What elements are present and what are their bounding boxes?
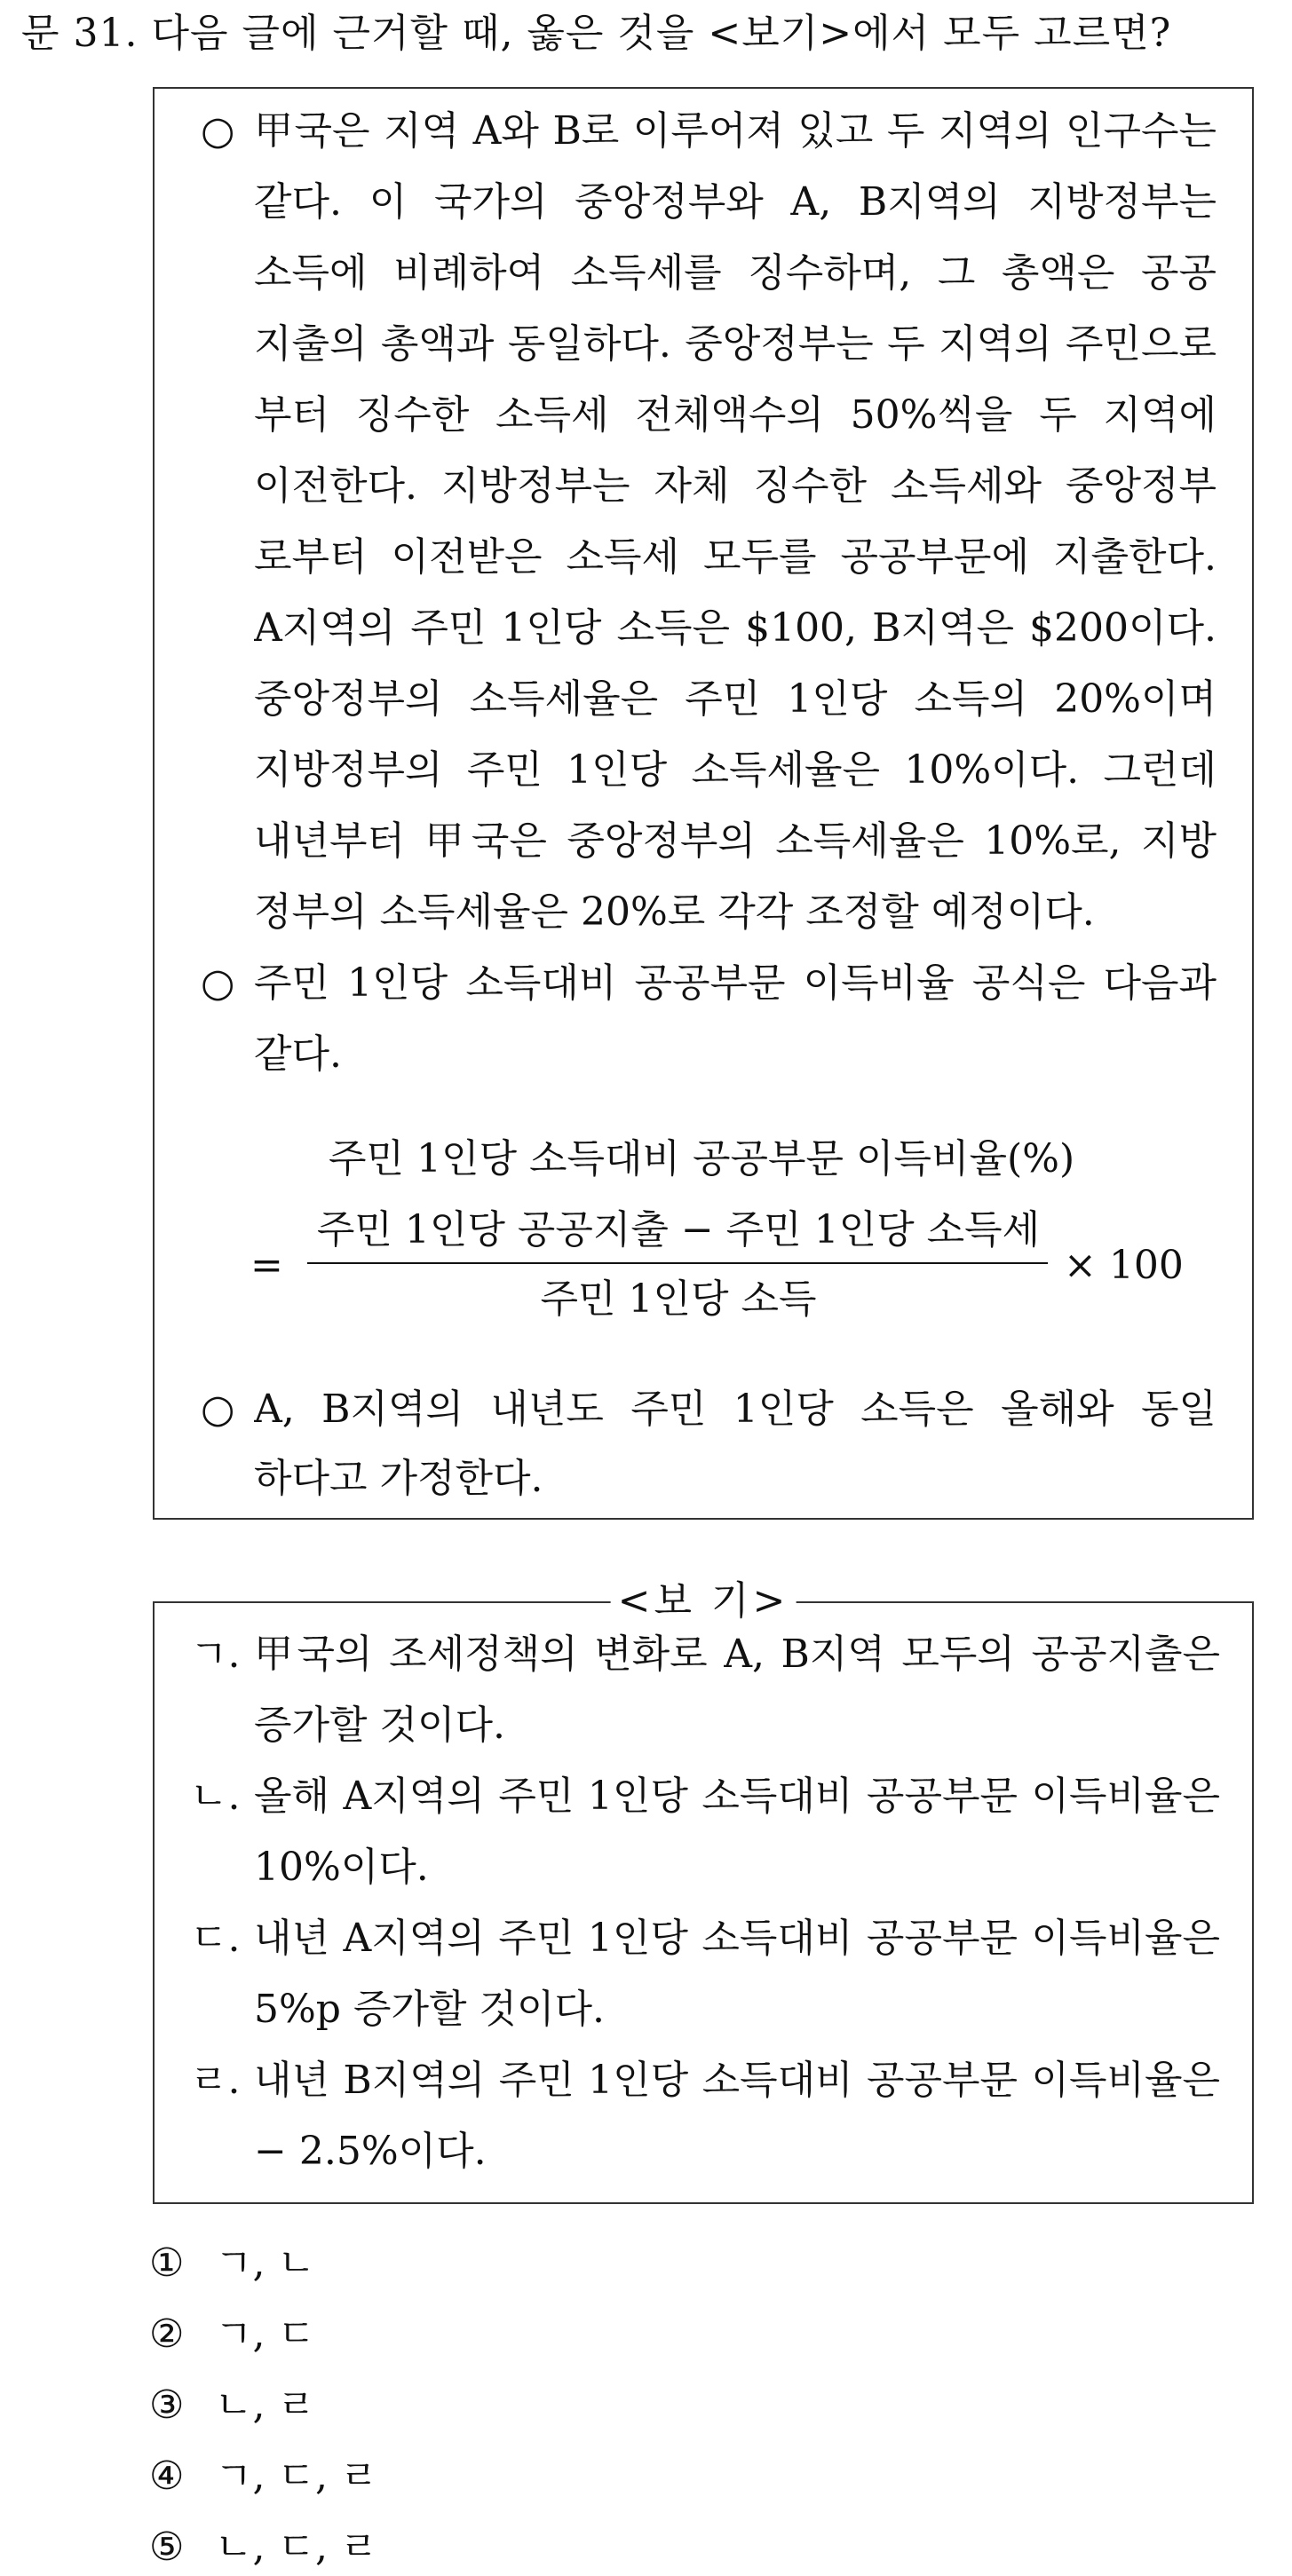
option-number: ② [149, 2311, 185, 2357]
option-number: ④ [149, 2454, 185, 2499]
bogi-line: 올해 A지역의 주민 1인당 소득대비 공공부문 이득비율은 [254, 1774, 1220, 1819]
formula-numerator: 주민 1인당 공공지출 − 주민 1인당 소득세 [316, 1207, 1041, 1252]
option-text: ㄱ, ㄴ [215, 2240, 315, 2286]
answer-option-2[interactable] [149, 2308, 315, 2361]
passage-line: 甲국은 지역 A와 B로 이루어져 있고 두 지역의 인구수는 [254, 108, 1217, 154]
bogi-box [153, 1578, 1254, 2204]
passage-line: 주민 1인당 소득대비 공공부문 이득비율 공식은 다음과 [254, 960, 1217, 1006]
option-number: ⑤ [149, 2525, 185, 2570]
option-number: ① [149, 2240, 185, 2286]
bogi-marker: ㄹ. [190, 2058, 241, 2103]
passage-line: 같다. [254, 1031, 342, 1077]
bogi-line: 甲국의 조세정책의 변화로 A, B지역 모두의 공공지출은 [254, 1632, 1220, 1677]
formula-multiplier: × 100 [1064, 1243, 1184, 1288]
passage-line: 정부의 소득세율은 20%로 각각 조정할 예정이다. [254, 889, 1095, 935]
passage-line: 같다. 이 국가의 중앙정부와 A, B지역의 지방정부는 [254, 179, 1217, 225]
bogi-line: 증가할 것이다. [254, 1703, 505, 1748]
bogi-marker: ㄱ. [190, 1632, 241, 1677]
option-number: ③ [149, 2382, 185, 2428]
formula-denominator: 주민 1인당 소득 [540, 1276, 817, 1322]
passage-line: 지출의 총액과 동일하다. 중앙정부는 두 지역의 주민으로 [254, 321, 1217, 367]
bogi-line: 5%p 증가할 것이다. [254, 1987, 605, 2032]
passage-line: 부터 징수한 소득세 전체액수의 50%씩을 두 지역에 [254, 392, 1217, 438]
passage-line: 내년부터 甲국은 중앙정부의 소득세율은 10%로, 지방 [254, 818, 1217, 864]
passage-line: A지역의 주민 1인당 소득은 $100, B지역은 $200이다. [254, 605, 1217, 651]
passage-line: 하다고 가정한다. [254, 1456, 543, 1501]
passage-line: A, B지역의 내년도 주민 1인당 소득은 올해와 동일 [254, 1387, 1217, 1432]
formula-equals: = [250, 1243, 283, 1288]
passage-bullet-1: ○ [201, 108, 235, 154]
bogi-line: 10%이다. [254, 1845, 429, 1890]
passage-line: 이전한다. 지방정부는 자체 징수한 소득세와 중앙정부 [254, 463, 1217, 509]
passage-box [153, 87, 1254, 1520]
passage-bullet-3: ○ [201, 1387, 235, 1432]
bogi-marker: ㄴ. [190, 1774, 241, 1819]
bogi-label: <보 기> [611, 1575, 797, 1628]
bogi-line: 내년 B지역의 주민 1인당 소득대비 공공부문 이득비율은 [254, 2058, 1220, 2103]
option-text: ㄴ, ㄹ [215, 2382, 315, 2428]
bogi-line: 내년 A지역의 주민 1인당 소득대비 공공부문 이득비율은 [254, 1916, 1220, 1961]
formula-label: 주민 1인당 소득대비 공공부문 이득비율(%) [329, 1136, 1075, 1181]
option-text: ㄴ, ㄷ, ㄹ [215, 2525, 378, 2570]
fraction-bar [307, 1262, 1048, 1264]
answer-option-4[interactable] [149, 2450, 377, 2503]
bogi-line: − 2.5%이다. [254, 2129, 487, 2174]
option-text: ㄱ, ㄷ [215, 2311, 315, 2357]
bogi-marker: ㄷ. [190, 1916, 241, 1961]
answer-option-1[interactable] [149, 2237, 315, 2290]
passage-line: 로부터 이전받은 소득세 모두를 공공부문에 지출한다. [254, 534, 1217, 580]
passage-line: 지방정부의 주민 1인당 소득세율은 10%이다. 그런데 [254, 747, 1217, 793]
answer-option-5[interactable] [149, 2521, 377, 2574]
option-text: ㄱ, ㄷ, ㄹ [215, 2454, 378, 2499]
passage-line: 중앙정부의 소득세율은 주민 1인당 소득의 20%이며 [254, 676, 1217, 722]
answer-option-3[interactable] [149, 2379, 315, 2432]
passage-bullet-2: ○ [201, 960, 235, 1006]
passage-line: 소득에 비례하여 소득세를 징수하며, 그 총액은 공공 [254, 250, 1217, 296]
question-title: 문 31. 다음 글에 근거할 때, 옳은 것을 <보기>에서 모두 고르면? [21, 11, 1172, 56]
